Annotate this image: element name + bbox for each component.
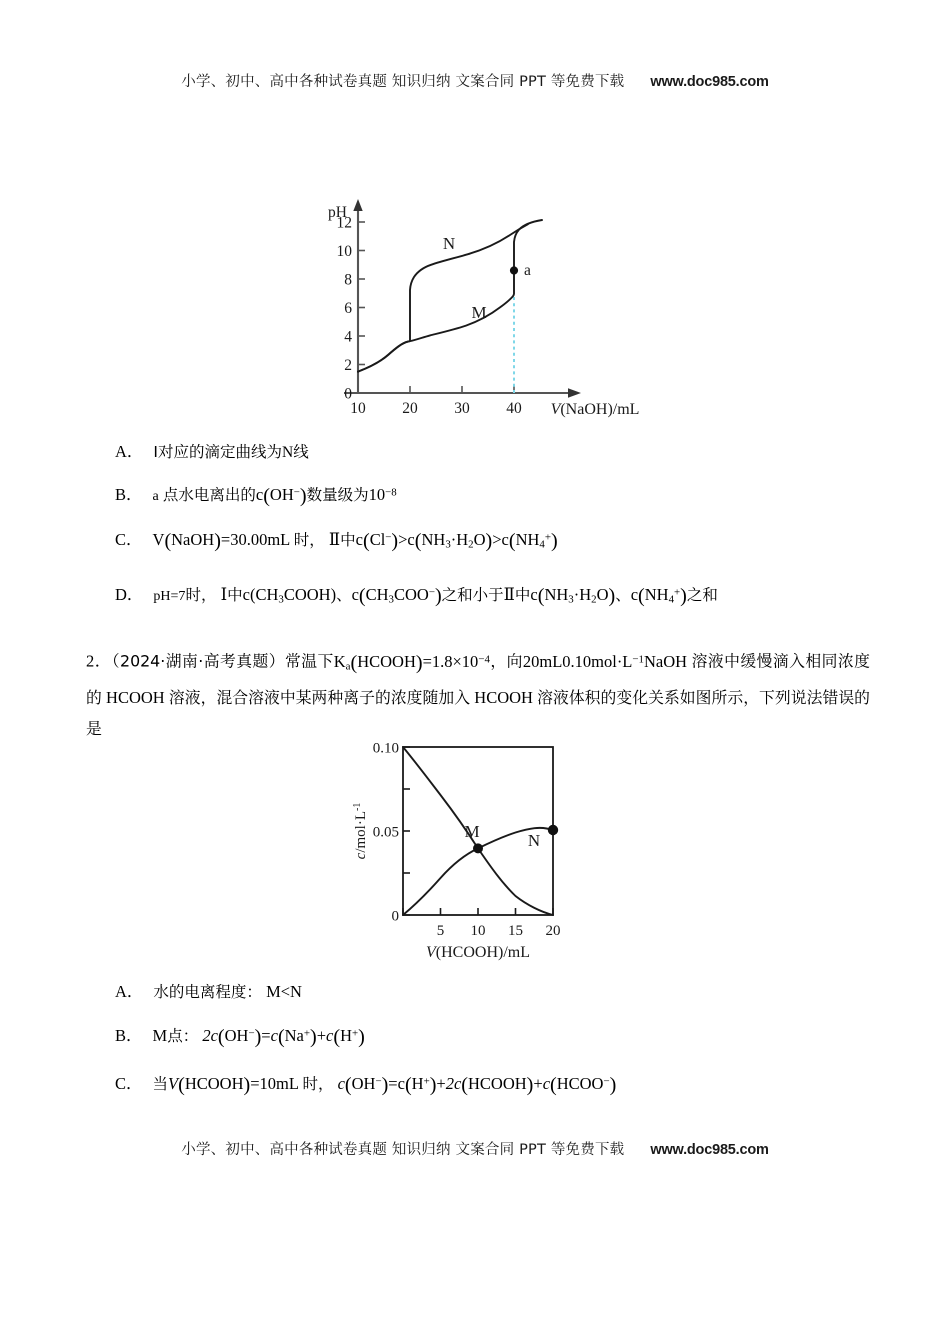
chart1-xtick-20: 20 <box>402 400 418 417</box>
chart1-ytick-6: 6 <box>344 300 352 317</box>
chart1-curve-M-label: M <box>471 303 487 322</box>
q1-option-c-label: C． <box>115 530 143 549</box>
header-watermark-url: www.doc985.com <box>650 74 769 90</box>
q2-option-a[interactable] <box>115 980 302 1005</box>
chart1-xtick-10: 10 <box>350 400 366 417</box>
q1-option-d-label: D． <box>115 585 144 604</box>
chart1-xtick-30: 30 <box>454 400 470 417</box>
chart2-point-n-label: N <box>527 831 541 850</box>
q2-option-a-text: 水的电离程度： M<N <box>153 982 302 1001</box>
q2-source: （2024·湖南·高考真题） <box>111 651 285 671</box>
chart2-svg <box>345 733 600 968</box>
chart2-xtick-5: 5 <box>436 923 445 939</box>
q1-option-d[interactable] <box>115 583 718 608</box>
q2-option-a-label: A． <box>115 982 144 1001</box>
q1-option-b[interactable] <box>115 483 397 508</box>
footer-watermark-url: www.doc985.com <box>650 1142 769 1158</box>
chart2-ytick-0: 0 <box>391 908 399 925</box>
q2-option-c-label: C． <box>115 1074 143 1093</box>
titration-curve-chart <box>318 193 658 425</box>
chart1-y-axis-label: pH <box>328 204 347 221</box>
chart1-ytick-10: 10 <box>336 243 352 260</box>
chart2-ytick-005: 0.05 <box>372 824 399 841</box>
chart2-x-axis-label: V(HCOOH)/mL <box>426 944 530 961</box>
chart2-point-m-label: M <box>464 822 480 841</box>
chart1-x-axis-label: V(NaOH)/mL <box>550 401 640 418</box>
q1-option-d-text: pH=7时， Ⅰ中$c(CH_3COOH)$、$c(CH_3COO^-)$之和小于Ⅱ中$c(NH_3\cdot H_2O)$、$c(NH_4^+)$之和 <box>153 585 718 607</box>
chart1-ytick-0: 0 <box>344 385 352 403</box>
footer-watermark-text: 小学、初中、高中各种试卷真题 知识归纳 文案合同 PPT 等免费下载 <box>181 1142 625 1158</box>
chart2-xtick-20: 20 <box>545 923 561 939</box>
chart1-curve-N-label: N <box>442 234 456 253</box>
q1-option-a[interactable] <box>115 440 309 465</box>
chart1-ytick-8: 8 <box>344 271 352 289</box>
chart1-svg <box>318 193 658 425</box>
chart2-ytick-010: 0.10 <box>372 740 399 757</box>
q2-option-b[interactable] <box>115 1024 365 1049</box>
q2-number: 2． <box>86 651 112 671</box>
concentration-curve-chart <box>345 733 600 968</box>
q2-stem: 2．（2024·湖南·高考真题）常温下$K_a(HCOOH)=1.8\times 10^{-4}$，向$20mL0.10mol\cdot L^{-1}NaOH$ 溶液中缓慢滴入相同浓度的 HCOOH 溶液，混合溶液中某两种离子的浓度随加入 HCOOH 溶液体积的变化关系如图所示，下列说法错误的是 <box>86 651 870 738</box>
q1-option-a-label: A． <box>115 442 144 461</box>
q1-option-c-text: V(NaOH)=30.00mL 时， Ⅱ中$c(Cl^-)>c(NH_3\cdot H_2O)>c(NH_4^+)$ <box>152 530 558 552</box>
q2-option-b-text: M点： 2c(OH−)=c(Na+)+c(H+) <box>152 1026 365 1048</box>
chart2-point-m-marker <box>473 843 483 853</box>
q2-option-c[interactable] <box>115 1072 616 1097</box>
chart1-point-a-label: a <box>524 262 531 279</box>
chart1-ytick-2: 2 <box>344 357 352 374</box>
chart1-x-ticklabels <box>350 400 522 417</box>
chart1-y-ticklabels <box>337 215 353 403</box>
header-watermark <box>0 70 950 91</box>
q1-option-b-label: B． <box>115 485 143 504</box>
chart2-y-ticks <box>403 747 410 915</box>
q1-option-b-text: a 点水电离出的c(OH−)数量级为$10^{-8}$ <box>152 485 397 507</box>
q2-option-b-label: B． <box>115 1026 143 1045</box>
chart1-ytick-12: 12 <box>336 214 352 232</box>
chart2-xtick-15: 15 <box>508 923 523 939</box>
chart2-x-ticks <box>403 908 553 915</box>
chart2-y-ticklabels <box>373 741 399 925</box>
chart1-xtick-40: 40 <box>506 400 522 417</box>
chart2-xtick-10: 10 <box>470 923 486 939</box>
chart2-point-n-marker <box>548 825 558 835</box>
q1-option-a-text: Ⅰ对应的滴定曲线为N线 <box>153 443 309 461</box>
header-watermark-text: 小学、初中、高中各种试卷真题 知识归纳 文案合同 PPT 等免费下载 <box>181 74 625 90</box>
chart1-axes <box>344 199 581 398</box>
chart2-x-ticklabels <box>437 923 561 939</box>
chart1-ytick-4: 4 <box>344 328 352 346</box>
chart2-y-axis-label: $c/mol\cdot L^{-1}$ <box>352 802 369 860</box>
chart1-point-a-marker <box>510 266 518 274</box>
q2-option-c-text: 当V(HCOOH)=10mL 时， c(OH−)=c(H+)+2c(HCOOH)+c(HCOO−) <box>152 1074 617 1096</box>
q1-option-c[interactable] <box>115 528 558 553</box>
footer-watermark <box>0 1138 950 1159</box>
